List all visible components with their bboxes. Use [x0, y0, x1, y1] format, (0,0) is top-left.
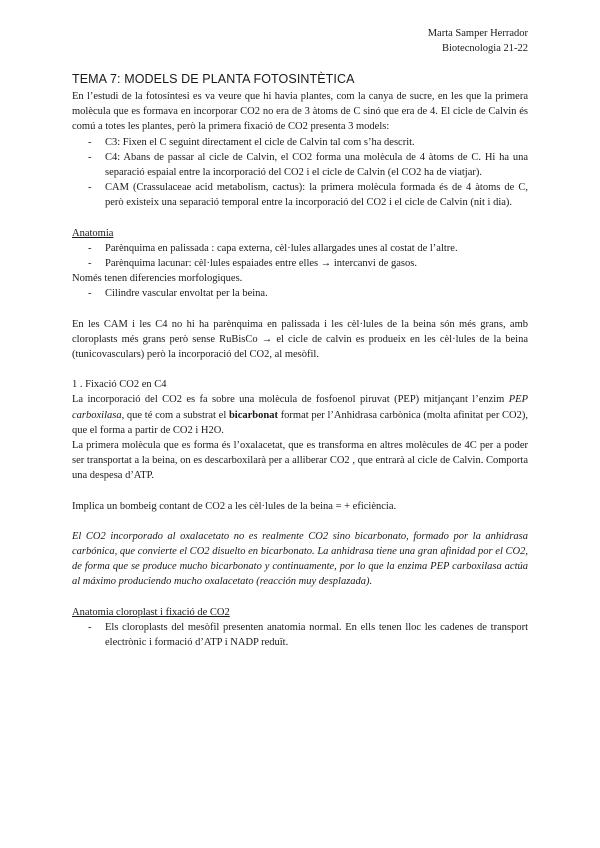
anatomy-note: Només tenen diferencies morfologiques. — [72, 273, 243, 285]
list-item: - Els cloroplasts del mesòfil presenten anatomia normal. En ells tenen lloc les cadenes de transport electrònic i formació d’ATP i NADP reduït. — [72, 620, 528, 650]
list-item: - Parènquima lacunar: cèl·lules espaiades entre elles → intercanvi de gasos. — [72, 256, 528, 271]
anatomy-list — [72, 241, 528, 271]
cloroplast-list — [72, 620, 528, 650]
intro-paragraph: En l’estudi de la fotosíntesi es va veure que hi havia plantes, com la canya de sucre, en les que la primera molècula que es formava en incorporar CO2 no era de 3 àtoms de C sinó que era de 4. El cicle de Calvin és comú a totes les plantes, però la primera fixació de CO2 presenta 3 models: — [72, 91, 528, 133]
course-name: Biotecnologia 21-22 — [441, 43, 528, 54]
anatomy-heading: Anatomia — [72, 227, 114, 239]
list-item: - Parènquima en palissada : capa externa, cèl·lules allargades unes al costat de l’altre. — [72, 241, 528, 256]
oxalacetat-paragraph: La primera molècula que es forma és l’oxalacetat, que es transforma en altres molècules de 4C per a poder ser transportat a la beina, on es descarboxilarà per a alliberar CO2 , que entrarà al cicle de Calvin. Comporta una despesa d’ATP. — [72, 440, 528, 482]
spanish-note-paragraph: El CO2 incorporado al oxalacetato no es realmente CO2 sino bicarbonato, formado por la anhidrasa carbónica, que convierte el CO2 disuelto en bicarbonato. La anhidrasa tiene una gran afinidad por el CO2, de forma que se produce mucho bicarbonato y continuamente, por lo que la enzima PEP carboxilasa actúa al máximo produciendo mucho oxalacetato (reacción muy desplazada). — [72, 530, 528, 588]
anatomy-list-2 — [72, 286, 528, 301]
list-item-cam: - CAM (Crassulaceae acid metabolism, cactus): la primera molècula formada és de 4 àtoms de C, però existeix una separació temporal entre la incorporació del CO2 i el cicle de Calvin (nit i dia). — [72, 180, 528, 210]
enzyme-name: PEP carboxilasa — [72, 394, 528, 421]
section-heading-fixacio: 1 . Fixació CO2 en C4 — [72, 379, 167, 391]
page-header — [428, 26, 528, 56]
list-item: - Cilindre vascular envoltat per la beina. — [72, 286, 528, 301]
section-heading-cloroplast: Anatomia cloroplast i fixació de CO2 — [72, 606, 230, 618]
bombeig-paragraph: Implica un bombeig contant de CO2 a les cèl·lules de la beina = + eficiència. — [72, 500, 397, 512]
pep-paragraph: La incorporació del CO2 es fa sobre una molècula de fosfoenol piruvat (PEP) mitjançant l’enzim PEP carboxilasa, que té com a substrat el bicarbonat format per l’Anhidrasa carbònica (molta afinitat per CO2), que el forma a partir de CO2 i H2O. — [72, 394, 528, 436]
document-body — [72, 71, 528, 650]
list-item-c4: - C4: Abans de passar al cicle de Calvin, el CO2 forma una molècula de 4 àtoms de C. Hi ha una separació espaial entre la incorporació del CO2 i el cicle de Calvin (el CO2 ha de viatjar). — [72, 150, 528, 180]
models-list — [72, 135, 528, 211]
bicarbonat-term: bicarbonat — [228, 409, 278, 421]
list-item-c3: - C3: Fixen el C seguint directament el cicle de Calvin tal com s’ha descrit. — [72, 135, 528, 150]
cam-c4-paragraph: En les CAM i les C4 no hi ha parènquima en palissada i les cèl·lules de la beina són més grans, amb cloroplasts més grans però sense RuBisCo → el cicle de calvin es produeix en les cèl·lules de la beina (tunicovasculars) però la incorporació del CO2, al mesòfil. — [72, 318, 528, 361]
author-name: Marta Samper Herrador — [427, 28, 528, 39]
document-title: TEMA 7: MODELS DE PLANTA FOTOSINTÈTICA — [72, 72, 355, 86]
